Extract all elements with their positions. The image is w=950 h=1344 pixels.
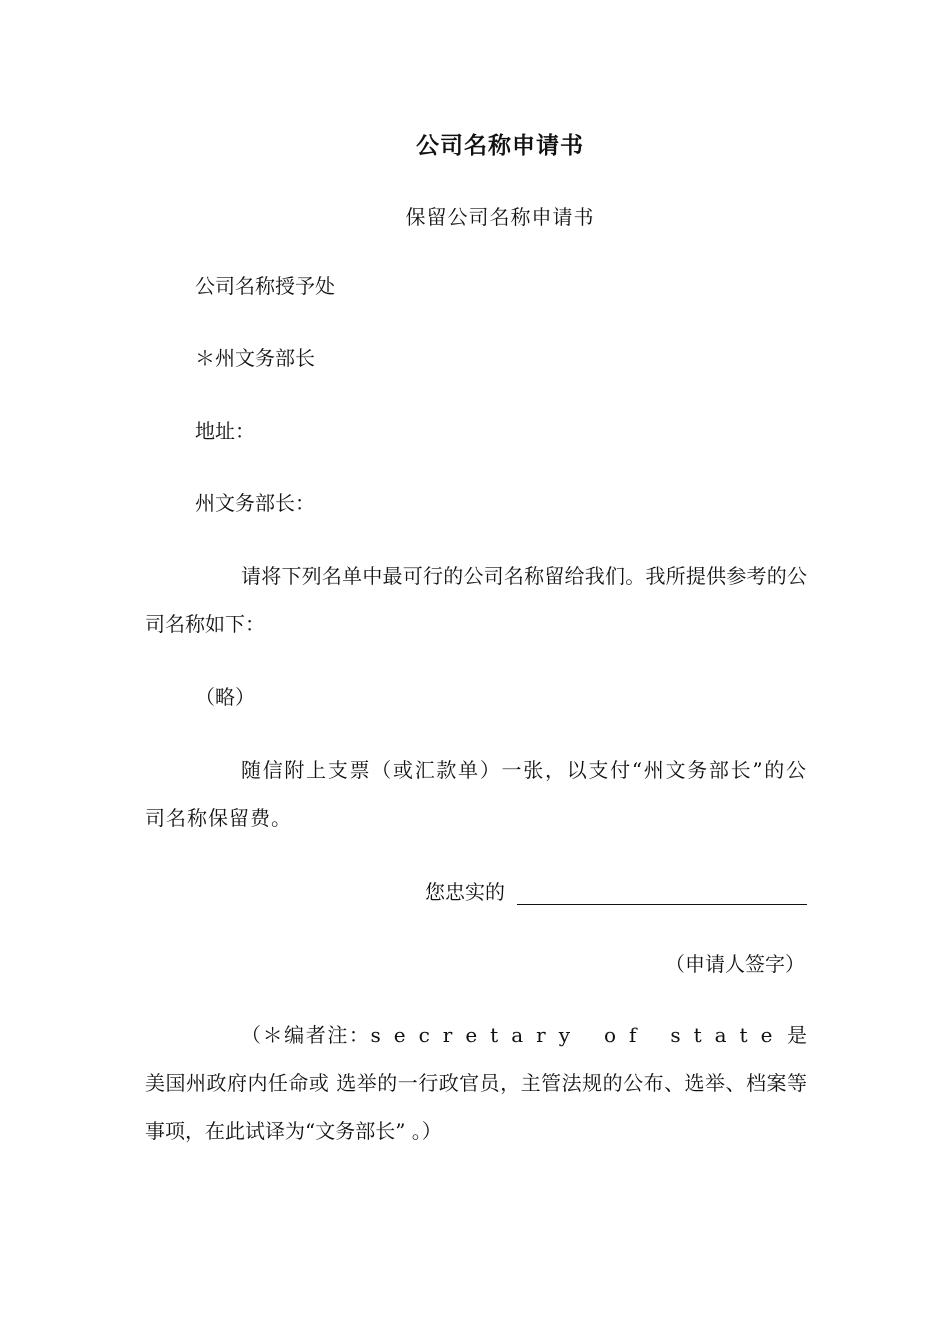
closing-text: 您忠实的 <box>425 880 505 904</box>
address-label: 地址： <box>195 419 255 443</box>
addressee-office: 公司名称授予处 <box>195 274 335 298</box>
editor-note-prefix: （＊编者注： <box>241 1023 371 1047</box>
payment-paragraph: 随信附上支票（或汇款单）一张，以支付“州文务部长”的公司名称保留费。 <box>145 758 807 830</box>
editor-note-body: 是美国州政府内任命或 选举的一行政官员，主管法规的公布、选举、档案等事项，在此试译为“文务部长” 。） <box>145 1023 808 1143</box>
request-paragraph: 请将下列名单中最可行的公司名称留给我们。我所提供参考的公司名称如下： <box>145 564 807 636</box>
salutation: 州文务部长： <box>195 491 315 515</box>
addressee-secretary: ＊州文务部长 <box>195 346 315 370</box>
document-subtitle: 保留公司名称申请书 <box>405 205 595 229</box>
closing-block <box>425 876 807 905</box>
signature-line <box>517 882 807 905</box>
omitted-list: （略） <box>195 685 255 709</box>
signature-label: （申请人签字） <box>665 952 805 976</box>
editor-note <box>145 1011 807 1155</box>
document-title: 公司名称申请书 <box>416 133 584 159</box>
editor-note-term: secretary of state <box>370 1023 786 1047</box>
